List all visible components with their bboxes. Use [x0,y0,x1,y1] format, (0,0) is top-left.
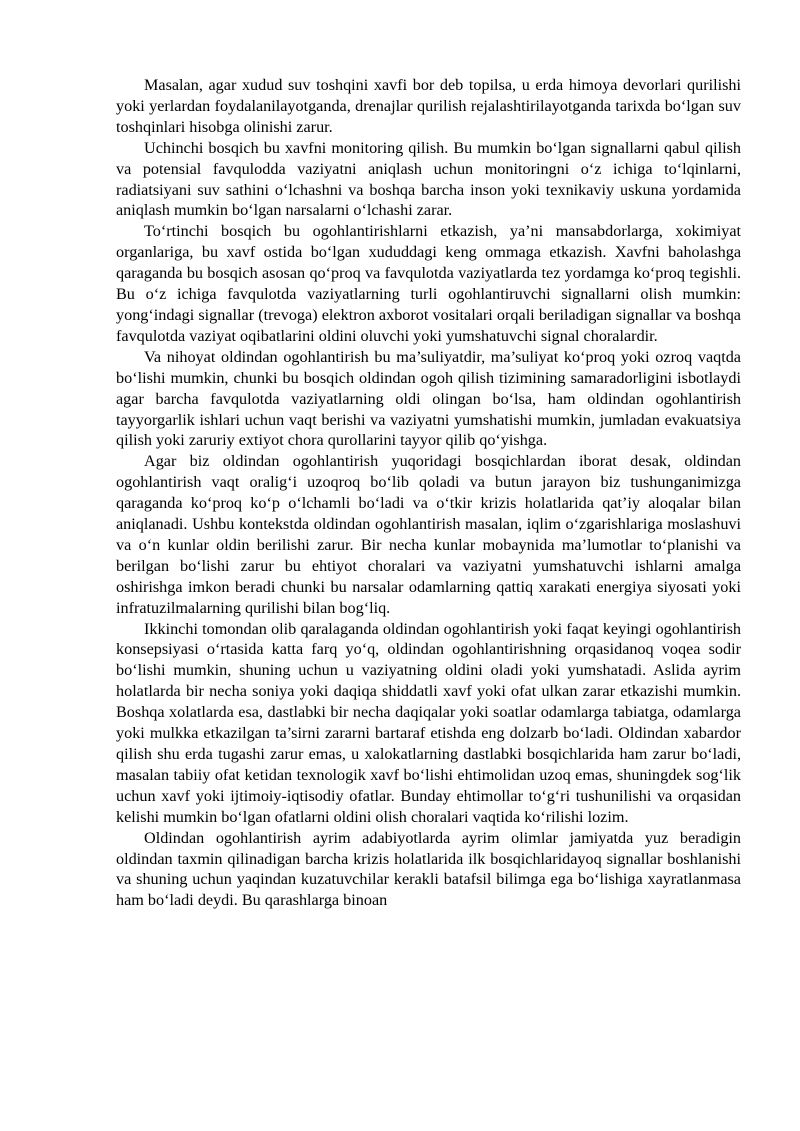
paragraph-5: Agar biz oldindan ogohlantirish yuqoridagi bosqichlardan iborat desak, oldindan ogohlantirish vaqt oralig‘i uzoqroq bo‘lib qoladi va butun jarayon biz tushunganimizga qaraganda ko‘proq ko‘p o‘lchamli bo‘ladi va o‘tkir krizis holatlarida qat’iy aloqalar bilan aniqlanadi. Ushbu kontekstda oldindan ogohlantirish masalan, iqlim o‘zgarishlariga moslashuvi va o‘n kunlar oldin berilishi zarur. Bir necha kunlar mobaynida ma’lumotlar to‘planishi va berilgan bo‘lishi zarur bu ehtiyot choralari va vaziyatni yumshatuvchi ishlarni amalga oshirishga imkon beradi chunki bu narsalar odamlarning qattiq xarakati energiya siyosati yoki infratuzilmalarning qurilishi bilan bog‘liq. [116,452,741,617]
paragraph-1: Masalan, agar xudud suv toshqini xavfi bor deb topilsa, u erda himoya devorlari qurilishi yoki yerlardan foydalanilayotganda, drenajlar qurilish rejalashtirilayotganda tarixda bo‘lgan suv toshqinlari hisobga olinishi zarur. [116,76,741,136]
paragraph-7: Oldindan ogohlantirish ayrim adabiyotlarda ayrim olimlar jamiyatda yuz beradigin oldindan taxmin qilinadigan barcha krizis holatlarida ilk bosqichlaridayoq signallar boshlanishi va shuning uchun yaqindan kuzatuvchilar kerakli batafsil bilimga ega bo‘lishiga xayratlanmasa ham bo‘ladi deydi. Bu qarashlarga binoan [116,828,741,910]
paragraph-2: Uchinchi bosqich bu xavfni monitoring qilish. Bu mumkin bo‘lgan signallarni qabul qilish va potensial favqulodda vaziyatni aniqlash uchun monitoringni o‘z ichiga to‘lqinlarni, radiatsiyani suv sathini o‘lchashni va boshqa barcha inson yoki texnikaviy uskuna yordamida aniqlash mumkin bo‘lgan narsalarni o‘lchashi zarar. [116,138,741,220]
document-page [116,75,741,911]
paragraph-4: Va nihoyat oldindan ogohlantirish bu ma’suliyatdir, ma’suliyat ko‘proq yoki ozroq vaqtda bo‘lishi mumkin, chunki bu bosqich oldindan ogoh qilish tizimining samaradorligini isbotlaydi agar barcha favqulotda vaziyatlarning oldi olingan bo‘lsa, ham oldindan ogohlantirish tayyorgarlik ishlari uchun vaqt berishi va vaziyatni yumshatishi mumkin, jumladan evakuatsiya qilish yoki zaruriy extiyot chora qurollarini tayyor qilib qo‘yishga. [116,347,741,450]
paragraph-6: Ikkinchi tomondan olib qaralaganda oldindan ogohlantirish yoki faqat keyingi ogohlantirish konsepsiyasi o‘rtasida katta farq yo‘q, oldindan ogohlantirishning orqasidanoq voqea sodir bo‘lishi mumkin, shuning uchun u vaziyatning oldini oladi yoki yumshatadi. Aslida ayrim holatlarda bir necha soniya yoki daqiqa shiddatli xavf yoki ofat ulkan zarar etkazishi mumkin. Boshqa xolatlarda esa, dastlabki bir necha daqiqalar yoki soatlar odamlarga tabiatga, odamlarga yoki mulkka etkazilgan ta’sirni zararni bartaraf etishda eng dolzarb bo‘ladi. Oldindan xabardor qilish shu erda tugashi zarur emas, u xalokatlarning dastlabki bosqichlarida ham zarur bo‘ladi, masalan tabiiy ofat ketidan texnologik xavf bo‘lishi ehtimolidan uzoq emas, shuningdek sog‘lik uchun xavf yoki ijtimoiy-iqtisodiy ofatlar. Bunday ehtimollar to‘g‘ri tushunilishi va orqasidan kelishi mumkin bo‘lgan ofatlarni oldini olish choralari vaqtida ko‘rilishi lozim. [116,619,741,826]
paragraph-3: To‘rtinchi bosqich bu ogohlantirishlarni etkazish, ya’ni mansabdorlarga, xokimiyat organlariga, bu xavf ostida bo‘lgan xududdagi keng ommaga etkazish. Xavfni baholashga qaraganda bu bosqich asosan qo‘proq va favqulotda vaziyatlarda tez yordamga ko‘proq tegishli. Bu o‘z ichiga favqulotda vaziyatlarning turli ogohlantiruvchi signallarni olish mumkin: yong‘indagi signallar (trevoga) elektron axborot vositalari orqali beriladigan signallar va boshqa favqulotda vaziyat oqibatlarini oldini oluvchi yoki yumshatuvchi signal choralardir. [116,222,741,345]
